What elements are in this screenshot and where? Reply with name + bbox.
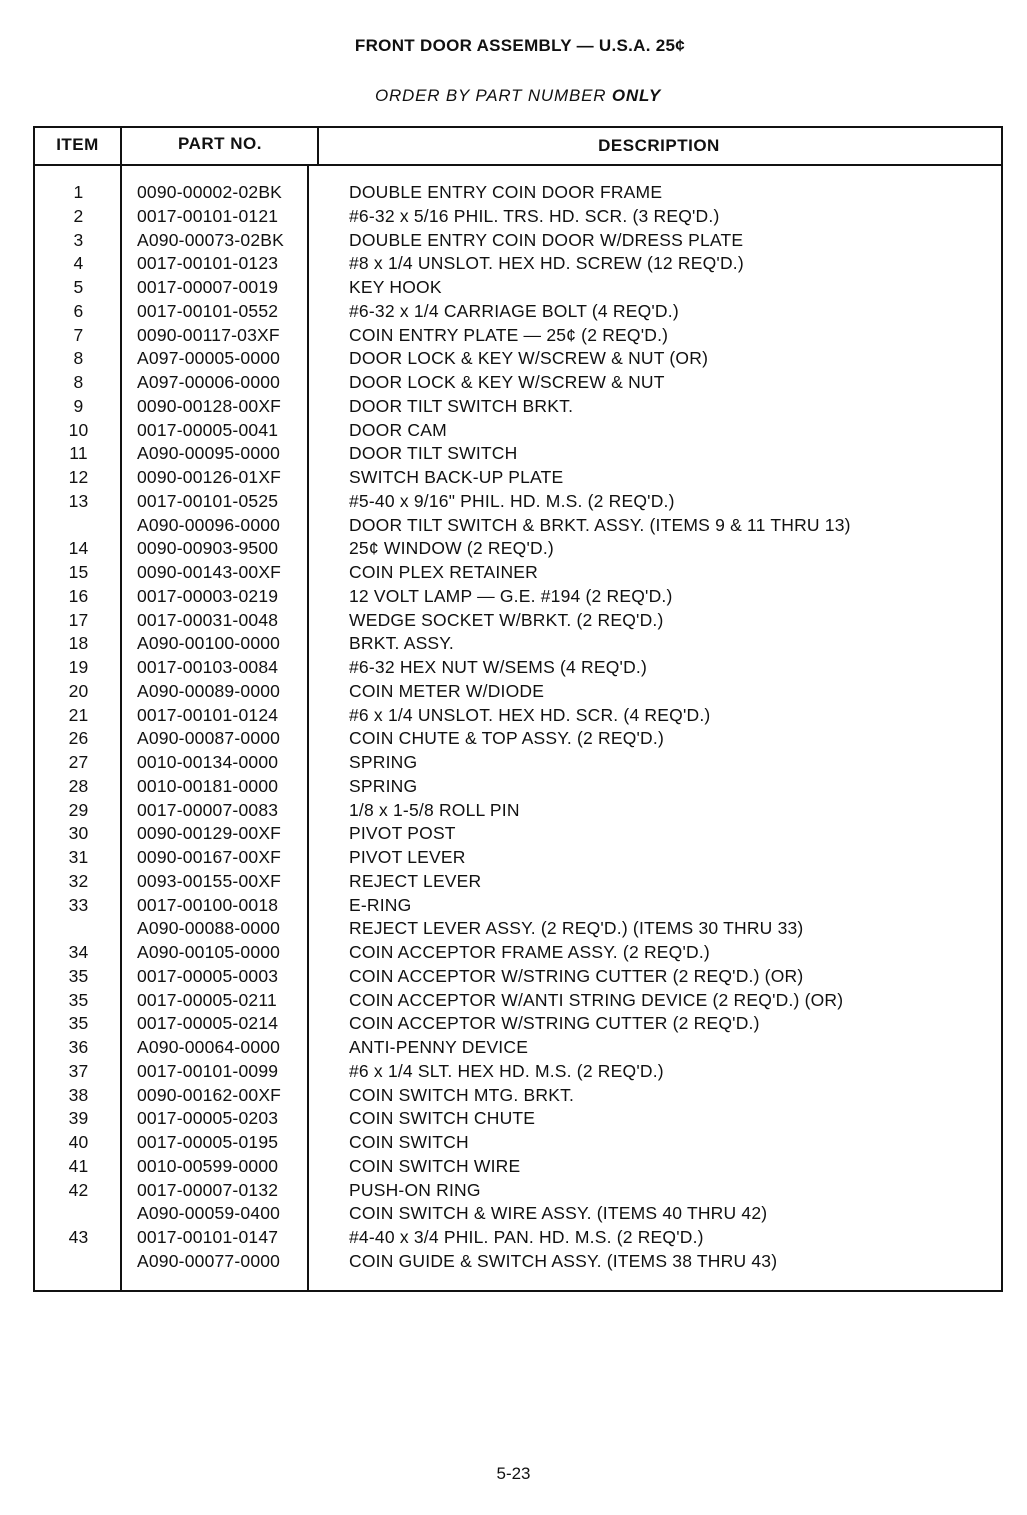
row-item-number: 17 [68,609,89,630]
row-part-number: A090-00077-0000 [137,1250,281,1271]
table-row [35,1250,1001,1274]
parts-table [33,126,1003,1292]
row-item-number: 18 [68,633,89,654]
row-part-number: A090-00089-0000 [137,680,281,701]
row-part-number: A090-00095-0000 [137,443,281,464]
row-description: DOOR TILT SWITCH & BRKT. ASSY. (ITEMS 9 & 11 THRU 13) [349,514,851,535]
row-item-number: 20 [68,680,89,701]
row-description: #6-32 x 5/16 PHIL. TRS. HD. SCR. (3 REQ'D.) [349,205,720,226]
order-instruction-text: ORDER BY PART NUMBER [374,86,612,105]
table-row [35,514,1001,538]
row-description: PIVOT LEVER [349,847,466,867]
row-part-number: A090-00088-0000 [137,918,281,939]
row-part-number: A090-00100-0000 [137,633,281,654]
row-part-number: 0017-00101-0099 [137,1060,279,1081]
row-part-number: 0090-00143-00XF [137,562,282,582]
row-item-number: 5 [73,277,84,297]
row-item-number: 9 [73,395,84,416]
row-part-number: A090-00105-0000 [137,942,281,962]
row-part-number: A090-00064-0000 [137,1037,281,1057]
row-item-number: 2 [73,205,84,226]
table-row [35,894,1001,918]
row-item-number: 33 [68,894,89,915]
table-row [35,1202,1001,1226]
row-item-number: 7 [73,324,84,345]
row-description: DOOR LOCK & KEY W/SCREW & NUT (OR) [349,348,709,369]
row-item-number: 39 [68,1108,89,1129]
row-part-number: 0093-00155-00XF [137,870,282,891]
table-row [35,490,1001,514]
row-part-number: 0017-00005-0203 [137,1108,279,1129]
row-item-number: 30 [68,823,89,844]
row-part-number: 0017-00007-0132 [137,1179,279,1200]
row-description: BRKT. ASSY. [349,633,454,654]
row-item-number: 4 [73,253,84,274]
row-item-number: 31 [68,847,89,867]
row-item-number: 14 [68,538,89,559]
table-row [35,632,1001,656]
row-item-number: 40 [68,1132,89,1152]
row-item-number: 8 [73,348,84,369]
table-row [35,680,1001,704]
row-item-number: 43 [68,1227,89,1247]
table-row [35,870,1001,894]
row-item-number: 3 [73,229,84,250]
table-row [35,276,1001,300]
row-part-number: 0017-00101-0147 [137,1227,279,1247]
table-row [35,1060,1001,1084]
order-instruction-emphasis: ONLY [611,86,662,105]
row-part-number: A097-00006-0000 [137,372,281,392]
table-row [35,704,1001,728]
row-description: DOUBLE ENTRY COIN DOOR W/DRESS PLATE [349,229,744,250]
table-row [35,442,1001,466]
row-item-number: 27 [68,752,89,772]
row-description: E-RING [349,894,412,915]
row-part-number: 0090-00002-02BK [137,182,283,202]
table-row [35,1036,1001,1060]
row-part-number: 0017-00005-0195 [137,1132,279,1152]
table-row [35,300,1001,324]
order-instruction [0,86,1027,106]
row-part-number: 0090-00129-00XF [137,823,282,844]
row-item-number: 16 [68,585,89,606]
row-part-number: 0017-00101-0121 [137,205,279,226]
row-part-number: 0017-00101-0525 [137,490,279,511]
table-row [35,466,1001,490]
row-item-number: 32 [68,870,89,891]
table-row [35,989,1001,1013]
row-item-number: 19 [68,657,89,677]
row-description: 1/8 x 1-5/8 ROLL PIN [349,799,520,820]
row-description: COIN SWITCH CHUTE [349,1108,536,1129]
table-row [35,1131,1001,1155]
table-row [35,609,1001,633]
row-item-number: 35 [68,1013,89,1034]
table-row [35,1107,1001,1131]
row-part-number: 0017-00005-0041 [137,419,279,440]
table-row [35,965,1001,989]
row-part-number: 0090-00117-03XF [137,324,280,345]
row-item-number: 12 [68,467,89,487]
row-description: 12 VOLT LAMP — G.E. #194 (2 REQ'D.) [349,585,673,606]
row-item-number: 10 [68,419,89,440]
row-item-number: 42 [68,1179,89,1200]
row-item-number: 35 [68,965,89,986]
table-row [35,656,1001,680]
table-row [35,205,1001,229]
column-header-item: ITEM [56,135,99,154]
row-description: #6-32 HEX NUT W/SEMS (4 REQ'D.) [349,657,648,677]
row-description: #4-40 x 3/4 PHIL. PAN. HD. M.S. (2 REQ'D.) [349,1227,704,1247]
table-row [35,181,1001,205]
row-part-number: 0017-00003-0219 [137,585,279,606]
header-divider [35,164,1001,166]
row-description: DOUBLE ENTRY COIN DOOR FRAME [349,182,663,202]
table-row [35,561,1001,585]
table-row [35,1179,1001,1203]
row-description: COIN SWITCH MTG. BRKT. [349,1084,575,1105]
row-item-number: 29 [68,799,89,820]
page-number: 5-23 [496,1464,531,1483]
row-part-number: A090-00087-0000 [137,728,281,749]
row-part-number: 0090-00167-00XF [137,847,282,867]
row-part-number: 0017-00101-0123 [137,253,279,274]
row-description: ANTI-PENNY DEVICE [349,1037,529,1057]
page-title: FRONT DOOR ASSEMBLY — U.S.A. 25¢ [354,36,686,55]
row-description: COIN ENTRY PLATE — 25¢ (2 REQ'D.) [349,324,669,345]
row-item-number: 34 [68,942,89,962]
row-part-number: 0017-00031-0048 [137,609,279,630]
row-description: COIN METER W/DIODE [349,680,545,701]
table-row [35,252,1001,276]
row-part-number: 0090-00126-01XF [137,467,282,487]
row-description: COIN CHUTE & TOP ASSY. (2 REQ'D.) [349,728,664,749]
row-description: SPRING [349,752,418,772]
table-row [35,347,1001,371]
row-part-number: 0090-00128-00XF [137,395,282,416]
table-row [35,1155,1001,1179]
row-part-number: 0017-00007-0019 [137,277,279,297]
row-description: DOOR LOCK & KEY W/SCREW & NUT [349,372,665,392]
row-part-number: 0017-00007-0083 [137,799,279,820]
row-part-number: 0010-00134-0000 [137,752,279,772]
table-row [35,727,1001,751]
table-row [35,537,1001,561]
row-item-number: 26 [68,728,89,749]
row-part-number: 0010-00599-0000 [137,1155,279,1176]
table-row [35,799,1001,823]
table-row [35,371,1001,395]
row-item-number: 41 [68,1155,89,1176]
row-description: PIVOT POST [349,823,456,844]
row-part-number: A090-00059-0400 [137,1203,281,1224]
row-description: DOOR TILT SWITCH [349,443,518,464]
row-description: #6 x 1/4 SLT. HEX HD. M.S. (2 REQ'D.) [349,1060,664,1081]
row-item-number: 36 [68,1037,89,1057]
row-item-number: 21 [68,704,89,725]
row-description: COIN GUIDE & SWITCH ASSY. (ITEMS 38 THRU 43) [349,1250,778,1271]
row-item-number: 35 [68,989,89,1010]
table-row [35,775,1001,799]
row-description: COIN SWITCH WIRE [349,1155,521,1176]
row-item-number: 38 [68,1084,89,1105]
row-description: SPRING [349,775,418,796]
table-row [35,395,1001,419]
row-description: #6 x 1/4 UNSLOT. HEX HD. SCR. (4 REQ'D.) [349,704,711,725]
row-item-number: 37 [68,1060,89,1081]
row-description: #6-32 x 1/4 CARRIAGE BOLT (4 REQ'D.) [349,300,679,321]
row-part-number: A090-00073-02BK [137,229,284,250]
table-row [35,419,1001,443]
row-item-number: 8 [73,372,84,392]
row-part-number: 0017-00103-0084 [137,657,279,677]
row-description: COIN PLEX RETAINER [349,562,539,582]
table-row [35,1012,1001,1036]
table-row [35,751,1001,775]
row-description: DOOR CAM [349,419,447,440]
table-row [35,822,1001,846]
table-row [35,229,1001,253]
row-item-number: 1 [73,182,84,202]
row-description: #5-40 x 9/16" PHIL. HD. M.S. (2 REQ'D.) [349,490,675,511]
row-part-number: 0017-00005-0211 [137,989,277,1010]
column-header-description: DESCRIPTION [598,136,720,155]
row-description: COIN ACCEPTOR FRAME ASSY. (2 REQ'D.) [349,942,710,962]
row-description: KEY HOOK [349,277,442,297]
table-row [35,846,1001,870]
row-description: WEDGE SOCKET W/BRKT. (2 REQ'D.) [349,609,664,630]
row-description: SWITCH BACK-UP PLATE [349,467,564,487]
row-part-number: 0017-00005-0003 [137,965,279,986]
row-item-number: 13 [68,490,89,511]
table-row [35,1084,1001,1108]
row-item-number: 11 [69,443,88,464]
row-description: COIN ACCEPTOR W/STRING CUTTER (2 REQ'D.) (OR) [349,965,804,986]
table-body [35,181,1001,1274]
row-part-number: 0017-00101-0552 [137,300,279,321]
row-item-number: 28 [68,775,89,796]
row-part-number: 0017-00100-0018 [137,894,279,915]
row-part-number: 0090-00162-00XF [137,1084,282,1105]
row-description: REJECT LEVER ASSY. (2 REQ'D.) (ITEMS 30 THRU 33) [349,918,804,939]
row-description: DOOR TILT SWITCH BRKT. [349,395,574,416]
row-item-number: 6 [73,300,84,321]
row-description: COIN ACCEPTOR W/ANTI STRING DEVICE (2 REQ'D.) (OR) [349,989,844,1010]
row-description: COIN ACCEPTOR W/STRING CUTTER (2 REQ'D.) [349,1013,760,1034]
row-item-number: 15 [68,562,89,582]
row-description: #8 x 1/4 UNSLOT. HEX HD. SCREW (12 REQ'D.) [349,253,744,274]
row-description: REJECT LEVER [349,870,482,891]
row-description: COIN SWITCH & WIRE ASSY. (ITEMS 40 THRU 42) [349,1203,768,1224]
row-description: PUSH-ON RING [349,1179,481,1200]
row-part-number: A097-00005-0000 [137,348,281,369]
row-part-number: A090-00096-0000 [137,514,281,535]
table-row [35,1226,1001,1250]
table-row [35,941,1001,965]
column-header-part-no: PART NO. [178,134,262,153]
row-part-number: 0090-00903-9500 [137,538,279,559]
table-row [35,324,1001,348]
row-part-number: 0017-00101-0124 [137,704,279,725]
row-description: COIN SWITCH [349,1132,469,1152]
row-description: 25¢ WINDOW (2 REQ'D.) [349,538,554,559]
row-part-number: 0010-00181-0000 [137,775,279,796]
table-row [35,917,1001,941]
table-row [35,585,1001,609]
row-part-number: 0017-00005-0214 [137,1013,279,1034]
